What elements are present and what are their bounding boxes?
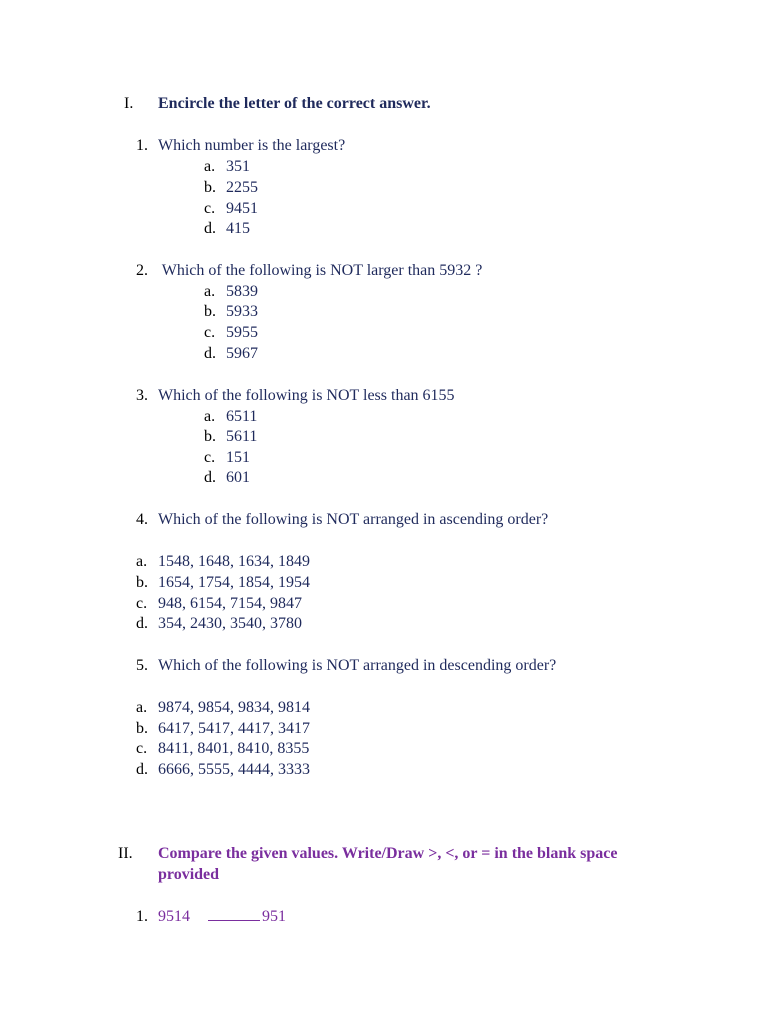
option-letter: c. <box>136 740 148 757</box>
option-5c <box>136 739 309 759</box>
option-5b <box>136 719 310 739</box>
option-text: 151 <box>226 449 250 466</box>
option-letter: c. <box>136 595 148 612</box>
right-value: 951 <box>262 908 286 925</box>
option-letter: b. <box>204 303 216 320</box>
question-number: 2. <box>136 262 148 279</box>
question-number: 4. <box>136 511 148 528</box>
question-text: Which of the following is NOT larger than 5932 ? <box>158 262 483 279</box>
option-text: 6666, 5555, 4444, 3333 <box>158 761 310 778</box>
option-5d <box>136 760 310 780</box>
answer-blank[interactable] <box>208 906 260 921</box>
item-number: 1. <box>136 908 148 925</box>
option-2c <box>204 323 258 343</box>
option-text: 9451 <box>226 200 258 217</box>
option-letter: d. <box>204 220 216 237</box>
option-text: 5611 <box>226 428 258 445</box>
option-2a <box>204 282 258 302</box>
option-text: 1548, 1648, 1634, 1849 <box>158 553 310 570</box>
option-letter: c. <box>204 200 216 217</box>
option-3a <box>204 407 257 427</box>
question-number: 1. <box>136 137 148 154</box>
option-1a <box>204 157 250 177</box>
option-3c <box>204 448 250 468</box>
option-3d <box>204 468 250 488</box>
option-text: 5967 <box>226 345 258 362</box>
question-text: Which of the following is NOT arranged in ascending order? <box>158 511 549 528</box>
option-3b <box>204 427 257 447</box>
question-text: Which of the following is NOT less than 6155 <box>158 387 455 404</box>
option-letter: c. <box>204 449 216 466</box>
option-letter: d. <box>136 761 148 778</box>
option-text: 415 <box>226 220 250 237</box>
option-text: 6417, 5417, 4417, 3417 <box>158 720 310 737</box>
option-text: 5955 <box>226 324 258 341</box>
question-number: 5. <box>136 657 148 674</box>
option-letter: a. <box>136 553 148 570</box>
option-1d <box>204 219 250 239</box>
option-text: 351 <box>226 158 250 175</box>
option-text: 5933 <box>226 303 258 320</box>
section-1-numeral: I. <box>124 95 134 112</box>
section-2-heading-line1: Compare the given values. Write/Draw >, <, or = in the blank space <box>158 845 618 862</box>
option-2d <box>204 344 258 364</box>
option-text: 9874, 9854, 9834, 9814 <box>158 699 310 716</box>
option-letter: a. <box>136 699 148 716</box>
option-1b <box>204 178 258 198</box>
question-3 <box>136 386 455 406</box>
option-letter: a. <box>204 158 216 175</box>
option-letter: b. <box>136 720 148 737</box>
option-4c <box>136 594 302 614</box>
option-text: 6511 <box>226 408 258 425</box>
option-2b <box>204 302 258 322</box>
left-value: 9514 <box>158 908 190 925</box>
compare-item-1 <box>136 906 286 927</box>
option-letter: d. <box>136 615 148 632</box>
option-letter: b. <box>204 428 216 445</box>
section-1-heading: Encircle the letter of the correct answer. <box>158 95 431 112</box>
option-1c <box>204 199 258 219</box>
question-text: Which of the following is NOT arranged in descending order? <box>158 657 557 674</box>
question-2 <box>136 261 482 281</box>
question-5 <box>136 656 556 676</box>
option-text: 354, 2430, 3540, 3780 <box>158 615 302 632</box>
option-letter: d. <box>204 469 216 486</box>
option-letter: b. <box>204 179 216 196</box>
option-text: 948, 6154, 7154, 9847 <box>158 595 302 612</box>
option-text: 5839 <box>226 283 258 300</box>
option-letter: c. <box>204 324 216 341</box>
option-4b <box>136 573 310 593</box>
question-4 <box>136 510 548 530</box>
option-letter: a. <box>204 283 216 300</box>
option-5a <box>136 698 310 718</box>
question-1 <box>136 136 345 156</box>
option-letter: b. <box>136 574 148 591</box>
option-text: 1654, 1754, 1854, 1954 <box>158 574 310 591</box>
option-text: 8411, 8401, 8410, 8355 <box>158 740 310 757</box>
option-text: 601 <box>226 469 250 486</box>
option-text: 2255 <box>226 179 258 196</box>
section-2-heading-line2: provided <box>158 866 220 883</box>
option-letter: d. <box>204 345 216 362</box>
option-4d <box>136 614 302 634</box>
section-2-numeral: II. <box>118 845 133 862</box>
option-letter: a. <box>204 408 216 425</box>
option-4a <box>136 552 310 572</box>
question-number: 3. <box>136 387 148 404</box>
question-text: Which number is the largest? <box>158 137 346 154</box>
